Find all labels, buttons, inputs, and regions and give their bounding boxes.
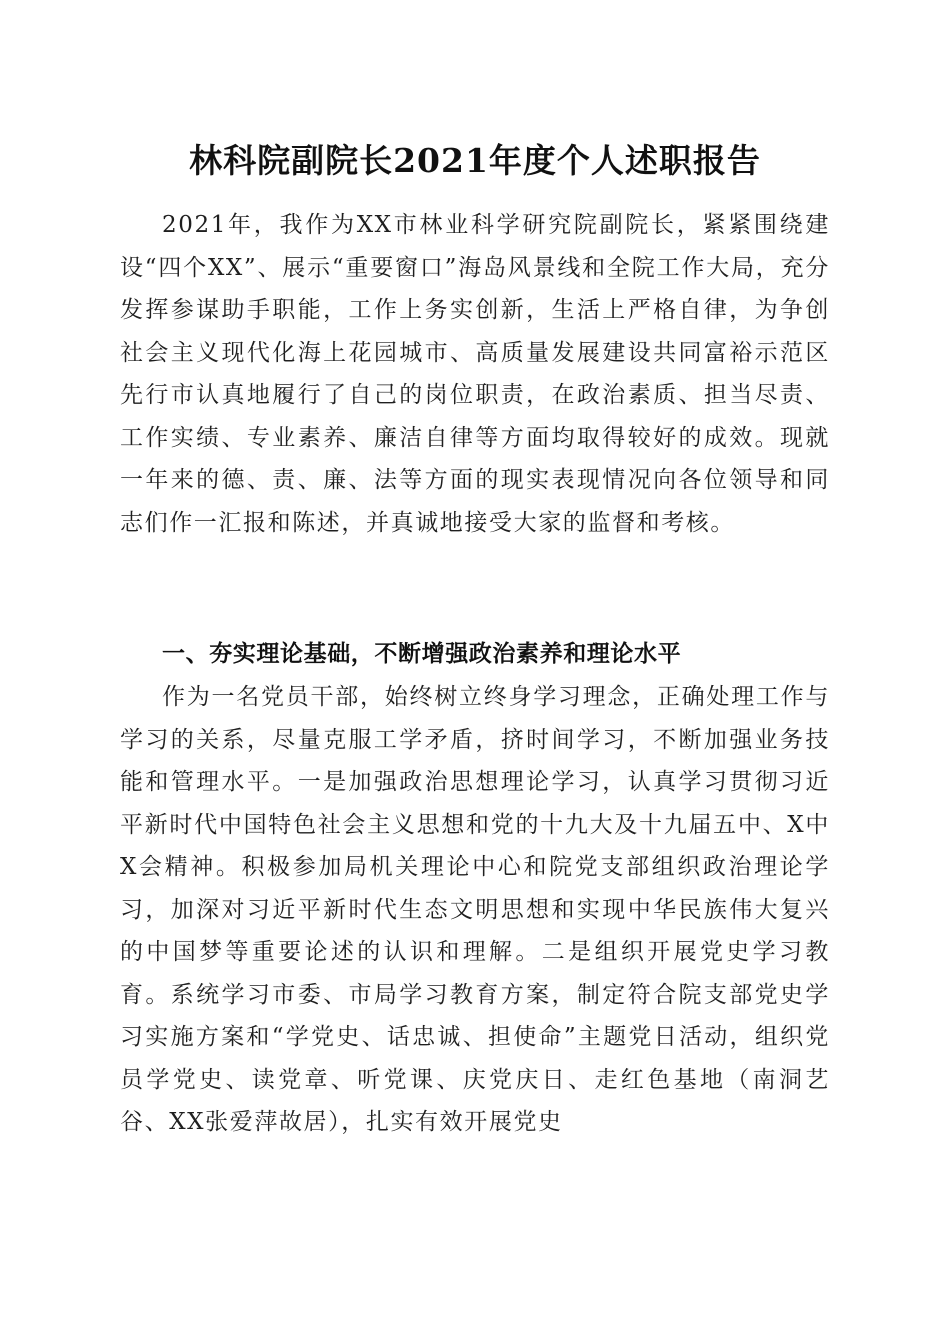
section-heading: 一、夯实理论基础，不断增强政治素养和理论水平 [162,641,682,667]
document-title: 林科院副院长2021年度个人述职报告 [189,141,761,180]
section-paragraph: 作为一名党员干部，始终树立终身学习理念，正确处理工作与学习的关系，尽量克服工学矛盾，挤时间学习，不断加强业务技能和管理水平。一是加强政治思想理论学习，认真学习贯彻习近平新时代中国特色社会主义思想和党的十九大及十九届五中、X中X会精神。积极参加局机关理论中心和院党支部组织政治理论学习，加深对习近平新时代生态文明思想和实现中华民族伟大复兴的中国梦等重要论述的认识和理解。二是组织开展党史学习教育。系统学习市委、市局学习教育方案，制定符合院支部党史学习实施方案和“学党史、话忠诚、担使命”主题党日活动，组织党员学党史、读党章、听党课、庆党庆日、走红色基地（南洞艺谷、XX张爱萍故居），扎实有效开展党史 [120,684,830,1135]
intro-paragraph: 2021年，我作为XX市林业科学研究院副院长，紧紧围绕建设“四个XX”、展示“重要窗口”海岛风景线和全院工作大局，充分发挥参谋助手职能，工作上务实创新，生活上严格自律，为争创社会主义现代化海上花园城市、高质量发展建设共同富裕示范区先行市认真地履行了自己的岗位职责，在政治素质、担当尽责、工作实绩、专业素养、廉洁自律等方面均取得较好的成效。现就一年来的德、责、廉、法等方面的现实表现情况向各位领导和同志们作一汇报和陈述，并真诚地接受大家的监督和考核。 [120,212,830,536]
